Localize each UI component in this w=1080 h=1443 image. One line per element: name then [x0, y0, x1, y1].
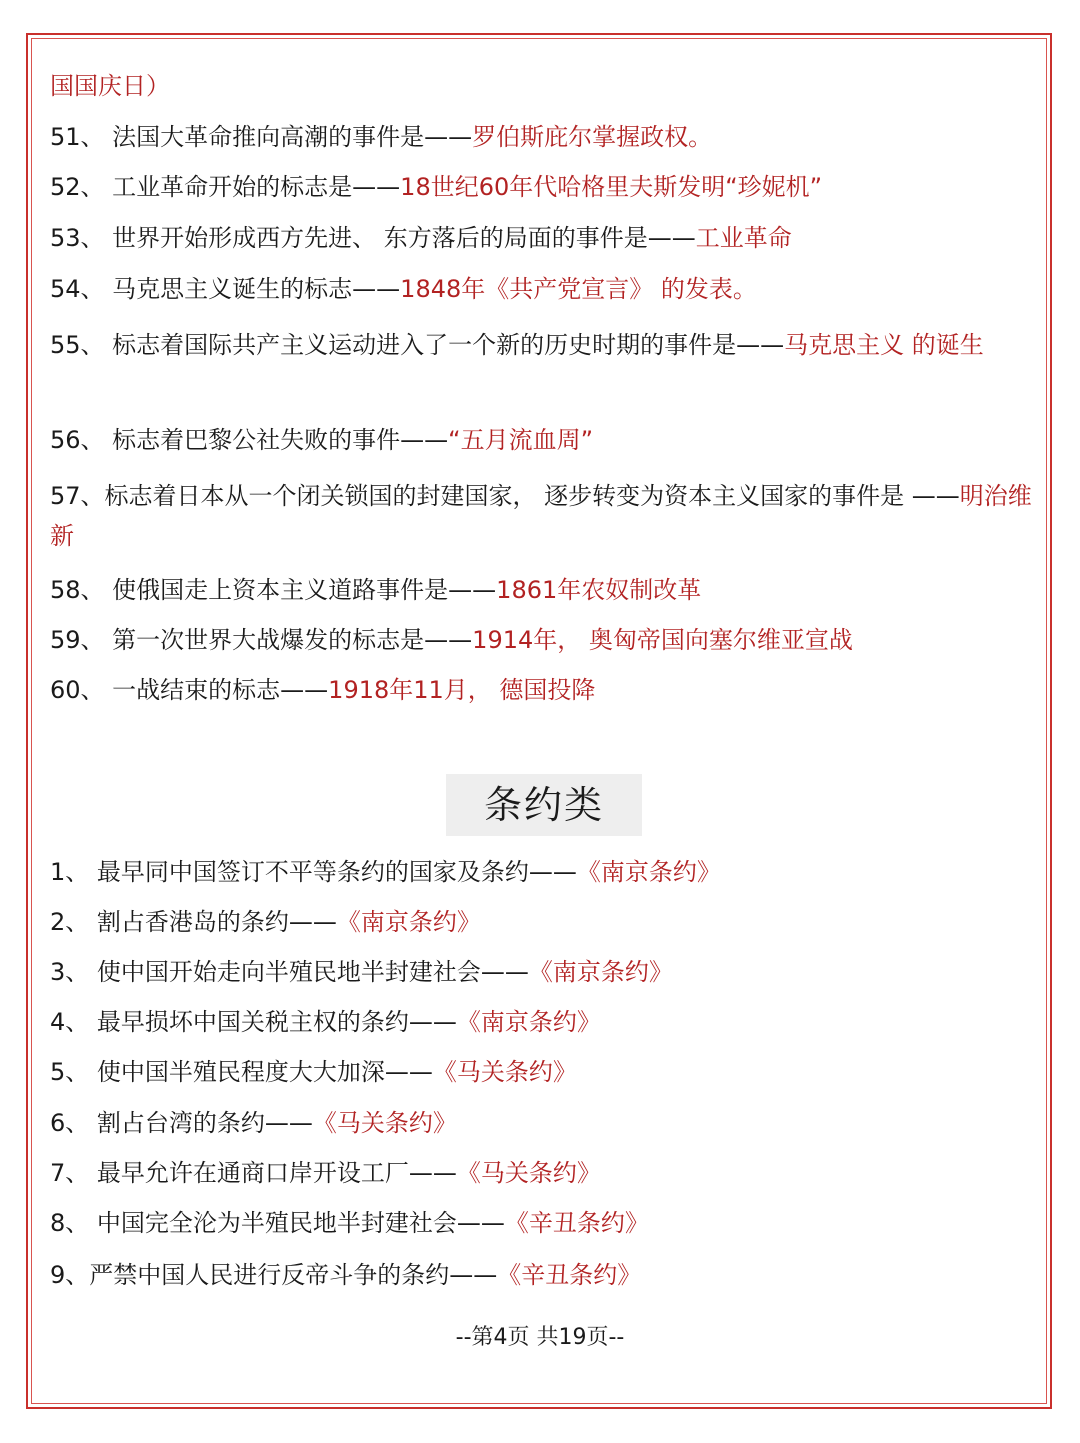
event-answer: 1861年农奴制改革 [496, 576, 702, 604]
treaty-question: 4、 最早损坏中国关税主权的条约—— [50, 1008, 457, 1036]
event-question: 55、 标志着国际共产主义运动进入了一个新的历史时期的事件是—— [50, 331, 785, 359]
event-item-60 [50, 670, 1032, 710]
treaty-answer: 《马关条约》 [312, 1109, 457, 1137]
event-answer: “五月流血周” [448, 426, 594, 454]
treaty-item-2 [50, 902, 1032, 942]
event-answer: 1914年， 奥匈帝国向塞尔维亚宣战 [472, 626, 853, 654]
treaty-item-3 [50, 952, 1032, 992]
treaty-question: 1、 最早同中国签订不平等条约的国家及条约—— [50, 858, 577, 886]
event-answer: 1918年11月， 德国投降 [328, 676, 596, 704]
treaty-answer: 《马关条约》 [432, 1058, 577, 1086]
event-answer: 18世纪60年代哈格里夫斯发明“珍妮机” [400, 173, 823, 201]
treaty-question: 6、 割占台湾的条约—— [50, 1109, 313, 1137]
event-question: 56、 标志着巴黎公社失败的事件—— [50, 426, 449, 454]
event-item-54 [50, 269, 1032, 309]
treaty-answer: 《南京条约》 [528, 958, 673, 986]
treaty-answer: 《南京条约》 [456, 1008, 601, 1036]
event-item-52 [50, 167, 1032, 207]
event-question: 53、 世界开始形成西方先进、 东方落后的局面的事件是—— [50, 224, 696, 252]
treaty-answer: 《南京条约》 [336, 908, 481, 936]
event-answer: 罗伯斯庇尔掌握政权。 [472, 123, 713, 151]
event-question: 52、 工业革命开始的标志是—— [50, 173, 401, 201]
treaty-answer: 《辛丑条约》 [497, 1261, 642, 1289]
continuation-line [50, 66, 1032, 106]
event-question: 57、标志着日本从一个闭关锁国的封建国家， 逐步转变为资本主义国家的事件是 —— [50, 482, 960, 510]
treaty-question: 3、 使中国开始走向半殖民地半封建社会—— [50, 958, 529, 986]
event-item-58 [50, 570, 1032, 610]
event-answer: 明治维新 [50, 482, 1032, 550]
treaty-item-7 [50, 1153, 1032, 1193]
treaty-item-6 [50, 1103, 1032, 1143]
treaty-item-4 [50, 1002, 1032, 1042]
event-question: 51、 法国大革命推向高潮的事件是—— [50, 123, 473, 151]
treaty-item-9 [50, 1255, 1032, 1295]
event-item-55 [50, 325, 1032, 365]
treaty-question: 8、 中国完全沦为半殖民地半封建社会—— [50, 1209, 505, 1237]
event-question: 58、 使俄国走上资本主义道路事件是—— [50, 576, 497, 604]
section-title-treaties: 条约类 [446, 774, 642, 836]
event-item-57 [50, 476, 1032, 556]
treaty-item-5 [50, 1052, 1032, 1092]
event-answer: 工业革命 [695, 224, 792, 252]
treaty-answer: 《辛丑条约》 [504, 1209, 649, 1237]
treaty-question: 7、 最早允许在通商口岸开设工厂—— [50, 1159, 457, 1187]
treaty-answer: 《马关条约》 [456, 1159, 601, 1187]
event-question: 59、 第一次世界大战爆发的标志是—— [50, 626, 473, 654]
treaty-answer: 《南京条约》 [576, 858, 721, 886]
event-item-53 [50, 218, 1032, 258]
treaty-question: 2、 割占香港岛的条约—— [50, 908, 337, 936]
continuation-answer: 国国庆日） [50, 72, 170, 100]
event-question: 60、 一战结束的标志—— [50, 676, 329, 704]
event-item-59 [50, 620, 1032, 660]
treaty-question: 5、 使中国半殖民程度大大加深—— [50, 1058, 433, 1086]
event-question: 54、 马克思主义诞生的标志—— [50, 275, 401, 303]
treaty-item-1 [50, 852, 1032, 892]
event-answer: 马克思主义 的诞生 [784, 331, 984, 359]
event-answer: 1848年《共产党宣言》 的发表。 [400, 275, 757, 303]
treaty-question: 9、严禁中国人民进行反帝斗争的条约—— [50, 1261, 498, 1289]
page-footer: --第4页 共19页-- [455, 1325, 625, 1350]
treaty-item-8 [50, 1203, 1032, 1243]
event-item-56 [50, 420, 1032, 460]
event-item-51 [50, 117, 1032, 157]
